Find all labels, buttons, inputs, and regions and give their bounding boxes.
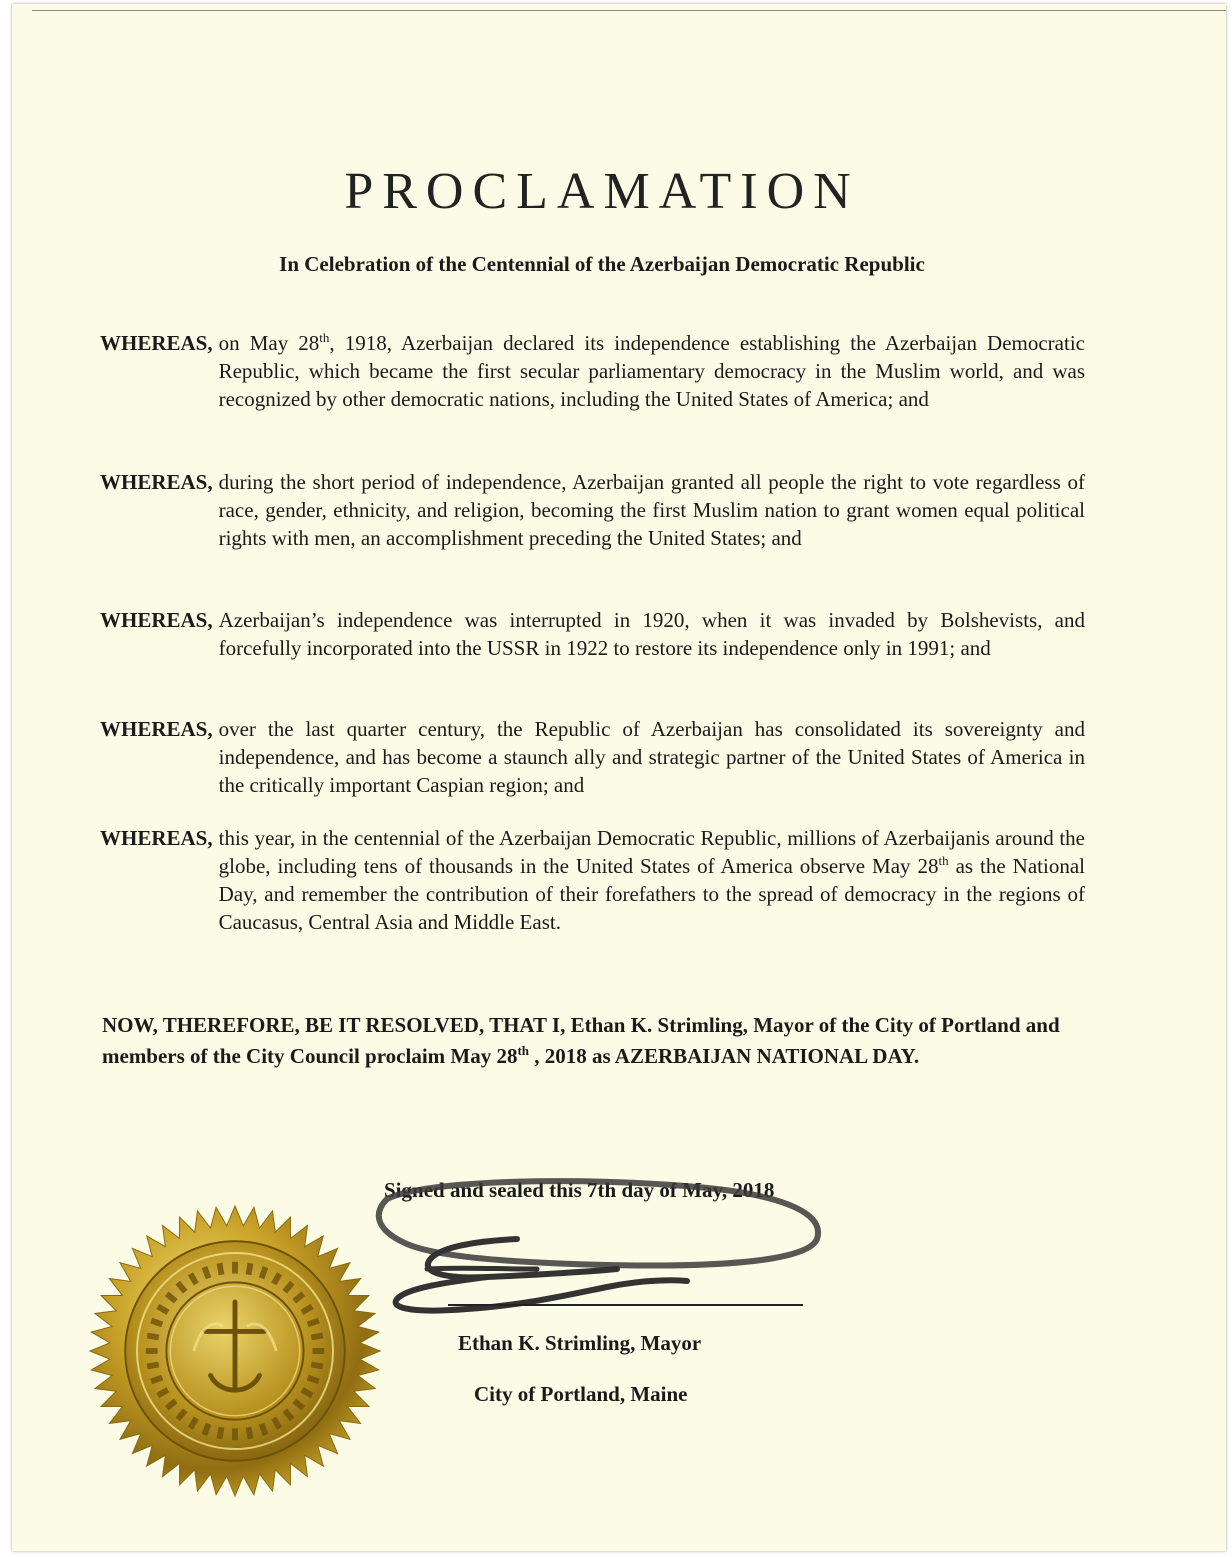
- clause-text-part: as the National Day, and remember the contribution of their forefathers to the spread of democracy in the regions of Caucasus, Central Asia and Middle East.: [218, 854, 1085, 934]
- ordinal-suffix: th: [319, 330, 330, 345]
- top-border-line: [32, 10, 1226, 11]
- city-name: City of Portland, Maine: [474, 1382, 688, 1406]
- ordinal-suffix: th: [938, 853, 949, 868]
- document-title: PROCLAMATION: [344, 163, 860, 220]
- whereas-clause-4: [100, 715, 1085, 799]
- clause-keyword: WHEREAS,: [100, 470, 213, 494]
- clause-text-part: , 1918, Azerbaijan declared its independence establishing the Azerbaijan Democratic Republic, which became the first secular parliamentary democracy in the Muslim world, and was recognized by other democratic nations, including the United States of America; and: [218, 331, 1085, 411]
- clause-text: Azerbaijan’s independence was interrupted in 1920, when it was invaded by Bolshevists, and forcefully incorporated into the USSR in 1922 to restore its independence only in 1991; and: [218, 608, 1085, 660]
- clause-text-part: this year, in the centennial of the Azerbaijan Democratic Republic, millions of Azerbaijanis around the globe, including tens of thousands in the United States of America observe May 28: [218, 826, 1085, 878]
- clause-keyword: WHEREAS,: [100, 826, 213, 850]
- signatory-name: Ethan K. Strimling, Mayor: [458, 1331, 702, 1355]
- clause-keyword: WHEREAS,: [100, 331, 213, 355]
- whereas-clause-5: [100, 824, 1085, 936]
- proclamation-page: [12, 4, 1226, 1551]
- document-subtitle: In Celebration of the Centennial of the Azerbaijan Democratic Republic: [279, 252, 925, 276]
- whereas-clause-1: [100, 329, 1085, 413]
- handwritten-signature: [367, 1169, 837, 1319]
- gold-seal-icon: [88, 1204, 382, 1498]
- clause-text: over the last quarter century, the Republic of Azerbaijan has consolidated its sovereignty and independence, and has become a staunch ally and strategic partner of the United States of America in the critically important Caspian region; and: [218, 717, 1085, 797]
- whereas-clause-2: [100, 468, 1085, 552]
- clause-text: during the short period of independence, Azerbaijan granted all people the right to vote regardless of race, gender, ethnicity, and religion, becoming the first Muslim nation to grant women equal political rights with men, an accomplishment preceding the United States; and: [218, 470, 1085, 550]
- clause-keyword: WHEREAS,: [100, 608, 213, 632]
- clause-keyword: WHEREAS,: [100, 717, 213, 741]
- signed-sealed-line: Signed and sealed this 7th day of May, 2018: [384, 1178, 775, 1202]
- clause-text: [213, 329, 1085, 413]
- clause-text-part: on May 28: [218, 331, 320, 355]
- resolution-text-part: NOW, THEREFORE, BE IT RESOLVED, THAT I, Ethan K. Strimling, Mayor of the City of Portland and members of the City Council proclaim May 28: [102, 1013, 1060, 1068]
- clause-text: [213, 824, 1085, 936]
- resolution-paragraph: [102, 1010, 1077, 1072]
- signature-line: [448, 1304, 803, 1306]
- resolution-text-part: , 2018 as AZERBAIJAN NATIONAL DAY.: [529, 1044, 920, 1068]
- whereas-clause-3: [100, 606, 1085, 662]
- ordinal-suffix: th: [517, 1043, 530, 1058]
